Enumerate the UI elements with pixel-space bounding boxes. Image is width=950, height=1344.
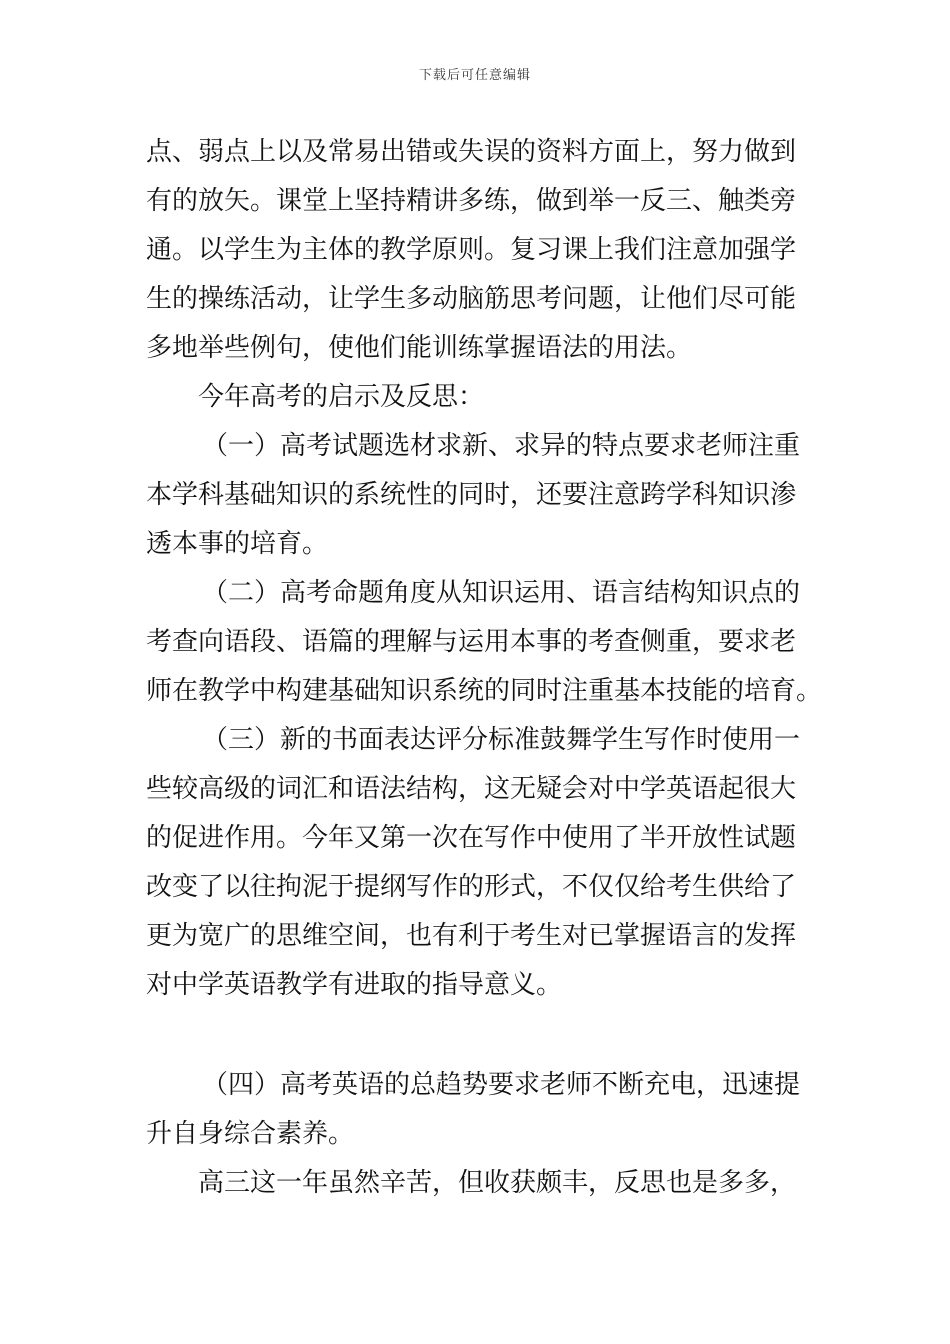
text-line: 更为宽广的思维空间，也有利于考生对已掌握语言的发挥 [146, 921, 797, 951]
text-line: （四）高考英语的总趋势要求老师不断充电，迅速提 [202, 1070, 801, 1100]
paragraph-closing [146, 1159, 806, 1208]
paragraph-review-methods [146, 128, 806, 373]
text-line: 生的操练活动，让学生多动脑筋思考问题，让他们尽可能 [146, 284, 797, 314]
page-header: 下载后可任意编辑 [418, 68, 531, 83]
text-line: 升自身综合素养。 [146, 1119, 355, 1149]
text-line: （二）高考命题角度从知识运用、语言结构知识点的 [202, 578, 801, 608]
paragraph-point-four [146, 1061, 806, 1159]
text-line: 对中学英语教学有进取的指导意义。 [146, 970, 563, 1000]
text-line: （三）新的书面表达评分标准鼓舞学生写作时使用一 [202, 725, 801, 755]
text-line: 本学科基础知识的系统性的同时，还要注意跨学科知识渗 [146, 480, 797, 510]
paragraph-point-two [146, 569, 823, 716]
text-line: 有的放矢。课堂上坚持精讲多练，做到举一反三、触类旁 [146, 186, 797, 216]
text-line: 透本事的培育。 [146, 529, 329, 559]
text-line: （一）高考试题选材求新、求异的特点要求老师注重 [202, 431, 801, 461]
text-line: 改变了以往拘泥于提纲写作的形式，不仅仅给考生供给了 [146, 872, 797, 902]
text-line: 些较高级的词汇和语法结构，这无疑会对中学英语起很大 [146, 774, 797, 804]
text-line: 点、弱点上以及常易出错或失误的资料方面上，努力做到 [146, 137, 797, 167]
text-line: 的促进作用。今年又第一次在写作中使用了半开放性试题 [146, 823, 797, 853]
text-line: 今年高考的启示及反思： [198, 382, 485, 412]
text-line: 通。以学生为主体的教学原则。复习课上我们注意加强学 [146, 235, 797, 265]
text-line: 考查向语段、语篇的理解与运用本事的考查侧重，要求老 [146, 627, 797, 657]
text-line: 师在教学中构建基础知识系统的同时注重基本技能的培育。 [146, 676, 823, 706]
text-line: 高三这一年虽然辛苦，但收获颇丰，反思也是多多， [198, 1168, 797, 1198]
paragraph-point-one [146, 422, 806, 569]
document-body [146, 128, 823, 1208]
blank-gap [146, 1010, 806, 1061]
paragraph-point-three [146, 716, 806, 1010]
section-heading [146, 373, 806, 422]
text-line: 多地举些例句，使他们能训练掌握语法的用法。 [146, 333, 693, 363]
